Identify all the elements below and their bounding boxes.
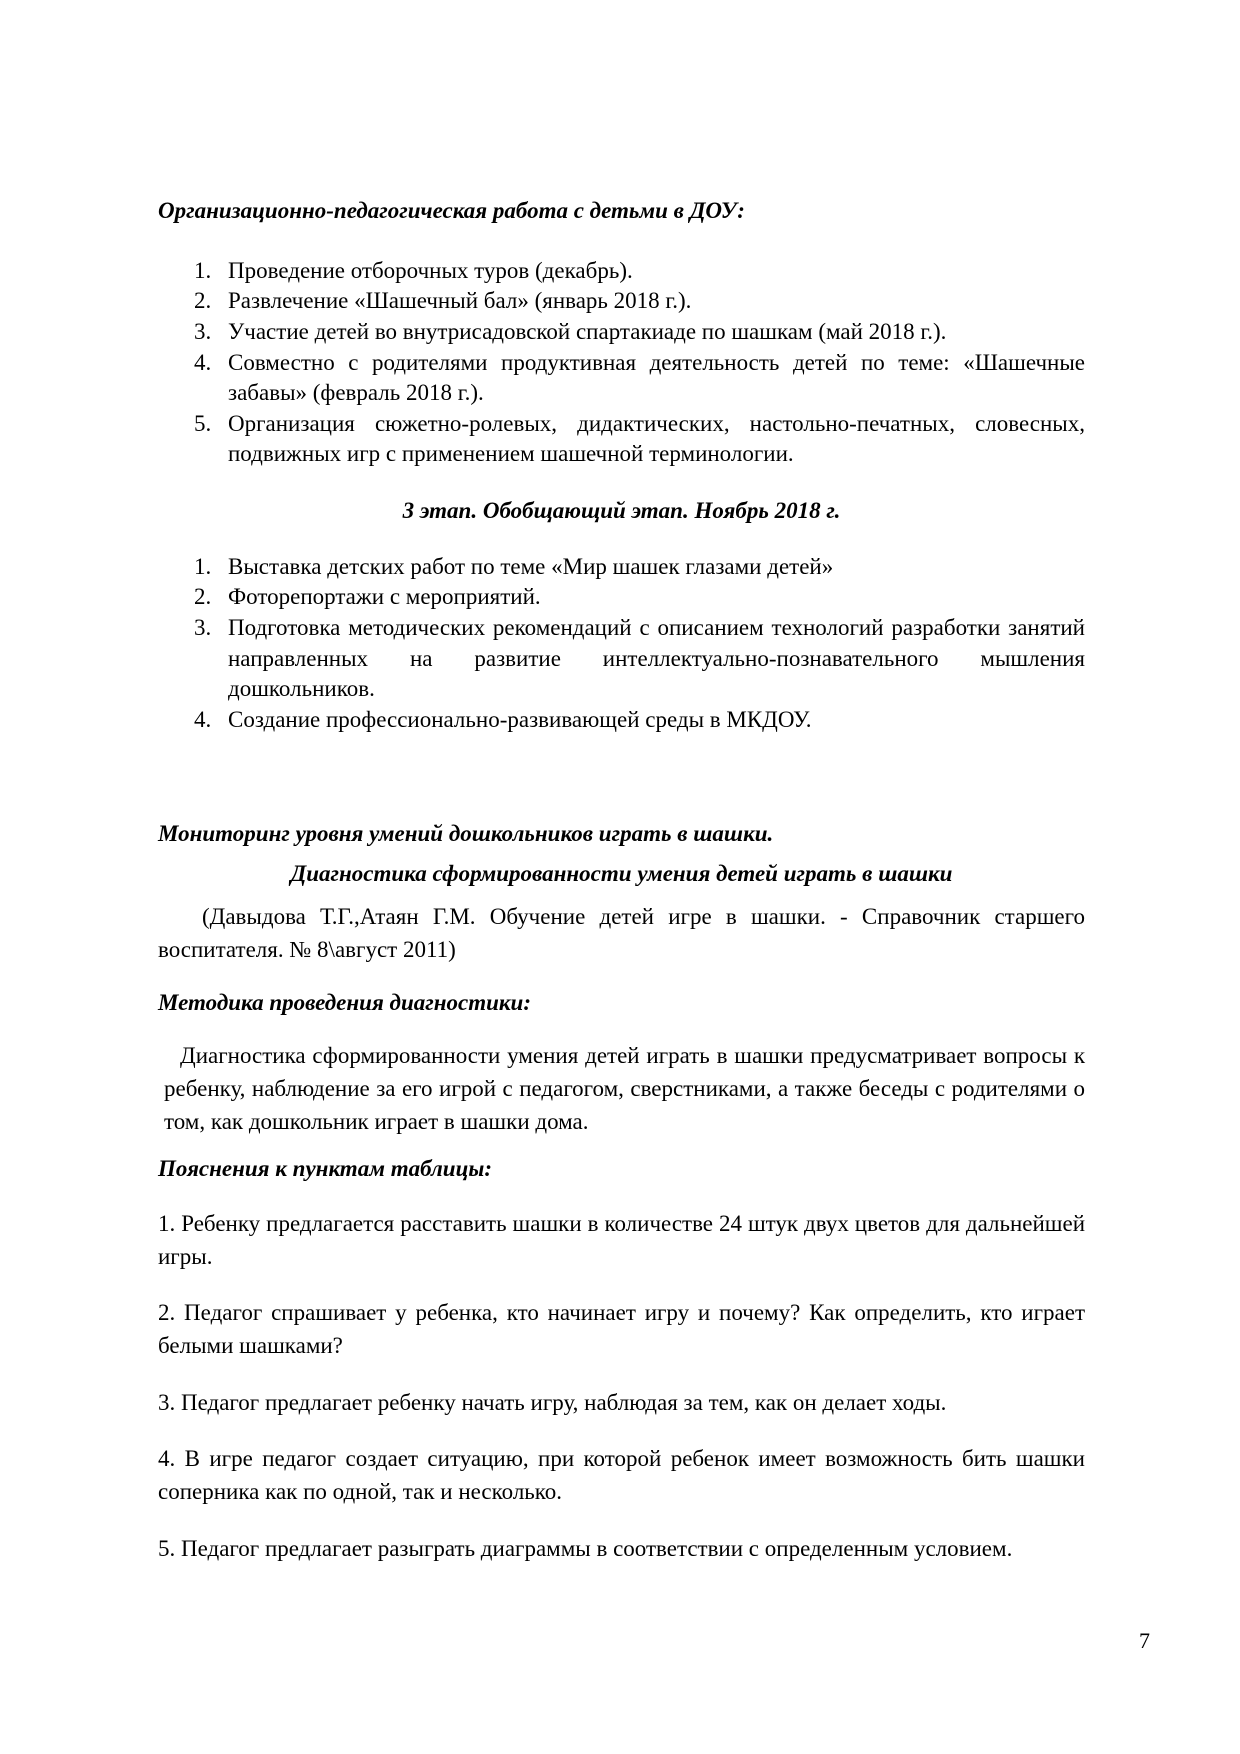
heading-table-notes: Пояснения к пунктам таблицы: (158, 1156, 493, 1182)
list-item (158, 409, 1085, 470)
section-heading-stage3: 3 этап. Обобщающий этап. Ноябрь 2018 г. (402, 497, 841, 523)
list-item-text: Подготовка методических рекомендаций с описанием технологий разработки занятий направленных на развитие интеллектуально-познавательного мышления дошкольников. (228, 614, 1085, 702)
section-heading-org-work: Организационно-педагогическая работа с детьми в ДОУ: (158, 198, 745, 223)
list-item-number: 5. (194, 410, 212, 436)
list-item-text: Организация сюжетно-ролевых, дидактических, настольно-печатных, словесных, подвижных игр с применением шашечной терминологии. (228, 410, 1085, 467)
method-description-paragraph: Диагностика сформированности умения детей играть в шашки предусматривает вопросы к ребенку, наблюдение за его игрой с педагогом, сверстниками, а также беседы с родителями о том, как дошкольник играет в шашки дома. (164, 1043, 1085, 1134)
list-item-text: Создание профессионально-развивающей среды в МКДОУ. (228, 706, 812, 732)
list-item (158, 286, 1085, 317)
list-item (158, 552, 1085, 583)
list-item-text: Совместно с родителями продуктивная деятельность детей по теме: «Шашечные забавы» (февраль 2018 г.). (228, 349, 1085, 406)
list-item-number: 1. (194, 257, 212, 283)
note-paragraph: 4. В игре педагог создает ситуацию, при которой ребенок имеет возможность бить шашки соперника как по одной, так и несколько. (158, 1446, 1085, 1505)
subheading-diagnostics: Диагностика сформированности умения детей играть в шашки (290, 861, 953, 887)
section-heading-monitoring: Мониторинг уровня умений дошкольников играть в шашки. (158, 821, 774, 847)
org-work-list (158, 256, 1085, 470)
list-item (158, 582, 1085, 613)
list-item (158, 317, 1085, 348)
list-item-number: 2. (194, 288, 212, 314)
list-item-number: 1. (194, 553, 212, 579)
list-item-text: Выставка детских работ по теме «Мир шашек глазами детей» (228, 553, 834, 579)
stage3-list (158, 552, 1085, 735)
note-paragraph: 1. Ребенку предлагается расставить шашки в количестве 24 штук двух цветов для дальнейшей игры. (158, 1211, 1085, 1269)
list-item-text: Проведение отборочных туров (декабрь). (228, 257, 633, 283)
page-number: 7 (1139, 1628, 1150, 1653)
list-item-number: 4. (194, 349, 212, 375)
list-item-number: 3. (194, 319, 212, 345)
list-item-text: Фоторепортажи с мероприятий. (228, 584, 541, 610)
note-paragraph: 5. Педагог предлагает разыграть диаграммы в соответствии с определенным условием. (158, 1535, 1013, 1561)
list-item (158, 613, 1085, 705)
note-paragraph: 2. Педагог спрашивает у ребенка, кто начинает игру и почему? Как определить, кто играет белыми шашками? (158, 1300, 1085, 1359)
list-item (158, 256, 1085, 287)
table-notes-list (158, 1208, 1085, 1565)
list-item-text: Участие детей во внутрисадовской спартакиаде по шашкам (май 2018 г.). (228, 319, 947, 345)
list-item-number: 2. (194, 584, 212, 610)
source-reference-paragraph: (Давыдова Т.Г.,Атаян Г.М. Обучение детей игре в шашки. - Справочник старшего воспитателя. № 8\август 2011) (158, 904, 1085, 962)
list-item-text: Развлечение «Шашечный бал» (январь 2018 г.). (228, 288, 692, 314)
list-item (158, 348, 1085, 409)
list-item (158, 705, 1085, 736)
note-paragraph: 3. Педагог предлагает ребенку начать игру, наблюдая за тем, как он делает ходы. (158, 1389, 947, 1415)
list-item-number: 4. (194, 706, 212, 732)
heading-method: Методика проведения диагностики: (158, 990, 532, 1016)
list-item-number: 3. (194, 614, 212, 640)
